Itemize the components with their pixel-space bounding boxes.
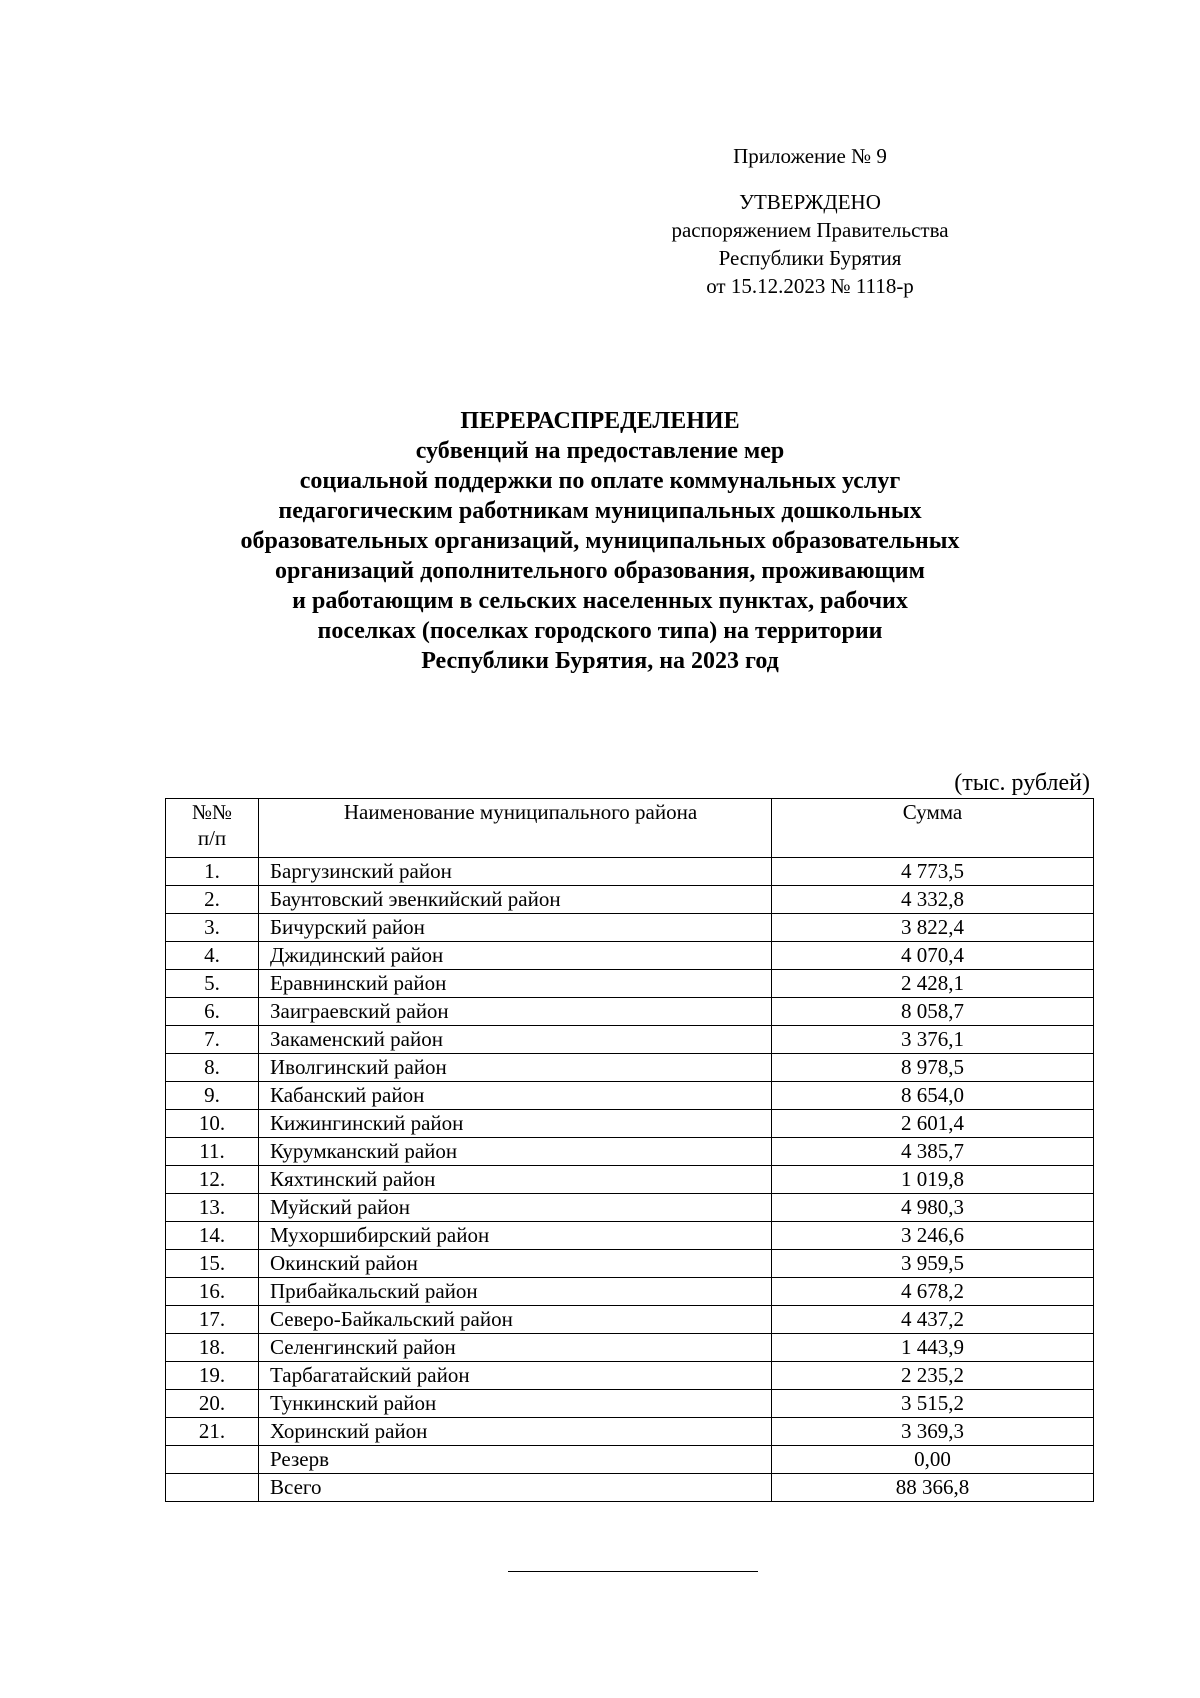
approval-block (640, 142, 980, 300)
table-row (166, 1446, 1094, 1474)
row-number: 17. (166, 1306, 259, 1334)
table-row (166, 1278, 1094, 1306)
document-title (150, 406, 1050, 676)
row-sum: 4 773,5 (772, 858, 1094, 886)
table-row (166, 1334, 1094, 1362)
footer-separator-line (508, 1571, 758, 1572)
table-row (166, 1054, 1094, 1082)
row-sum: 8 654,0 (772, 1082, 1094, 1110)
title-line: Республики Бурятия, на 2023 год (421, 648, 779, 674)
row-number: 3. (166, 914, 259, 942)
row-sum: 3 822,4 (772, 914, 1094, 942)
row-name: Прибайкальский район (259, 1278, 772, 1306)
table-row (166, 1110, 1094, 1138)
row-sum: 2 235,2 (772, 1362, 1094, 1390)
title-line: образовательных организаций, муниципальных образовательных (240, 528, 960, 554)
title-line: педагогическим работникам муниципальных дошкольных (278, 498, 922, 524)
row-number: 4. (166, 942, 259, 970)
row-name: Курумканский район (259, 1138, 772, 1166)
header-sum: Сумма (772, 799, 1094, 858)
row-number: 8. (166, 1054, 259, 1082)
row-sum: 4 678,2 (772, 1278, 1094, 1306)
table-row (166, 886, 1094, 914)
table-row (166, 1166, 1094, 1194)
row-number: 16. (166, 1278, 259, 1306)
row-sum: 88 366,8 (772, 1474, 1094, 1502)
row-number: 2. (166, 886, 259, 914)
row-sum: 2 428,1 (772, 970, 1094, 998)
subvention-table (165, 798, 1094, 1502)
table-row (166, 1082, 1094, 1110)
annex-number: Приложение № 9 (733, 144, 887, 168)
row-sum: 0,00 (772, 1446, 1094, 1474)
row-name: Всего (259, 1474, 772, 1502)
approval-date: от 15.12.2023 № 1118-р (706, 274, 914, 298)
row-name: Тарбагатайский район (259, 1362, 772, 1390)
row-number (166, 1474, 259, 1502)
table-row (166, 998, 1094, 1026)
row-sum: 4 385,7 (772, 1138, 1094, 1166)
row-name: Тункинский район (259, 1390, 772, 1418)
table-row (166, 1194, 1094, 1222)
row-sum: 1 443,9 (772, 1334, 1094, 1362)
row-sum: 1 019,8 (772, 1166, 1094, 1194)
row-name: Джидинский район (259, 942, 772, 970)
table-body (166, 858, 1094, 1502)
row-name: Муйский район (259, 1194, 772, 1222)
row-number: 5. (166, 970, 259, 998)
table-row (166, 1474, 1094, 1502)
row-number: 13. (166, 1194, 259, 1222)
table-row (166, 1306, 1094, 1334)
row-number: 7. (166, 1026, 259, 1054)
row-sum: 3 369,3 (772, 1418, 1094, 1446)
row-number: 6. (166, 998, 259, 1026)
row-number: 1. (166, 858, 259, 886)
row-number: 12. (166, 1166, 259, 1194)
row-number: 10. (166, 1110, 259, 1138)
row-sum: 2 601,4 (772, 1110, 1094, 1138)
row-sum: 8 978,5 (772, 1054, 1094, 1082)
row-name: Кяхтинский район (259, 1166, 772, 1194)
row-sum: 3 246,6 (772, 1222, 1094, 1250)
row-number: 18. (166, 1334, 259, 1362)
row-number: 15. (166, 1250, 259, 1278)
header-number (166, 799, 259, 858)
title-line: и работающим в сельских населенных пунктах, рабочих (292, 588, 908, 614)
table-row (166, 942, 1094, 970)
title-line: социальной поддержки по оплате коммунальных услуг (299, 468, 901, 494)
row-name: Еравнинский район (259, 970, 772, 998)
table-row (166, 970, 1094, 998)
title-line: субвенций на предоставление мер (415, 438, 785, 464)
row-sum: 3 515,2 (772, 1390, 1094, 1418)
row-name: Окинский район (259, 1250, 772, 1278)
row-name: Кабанский район (259, 1082, 772, 1110)
title-line: организаций дополнительного образования, проживающим (275, 558, 925, 584)
row-number (166, 1446, 259, 1474)
row-name: Иволгинский район (259, 1054, 772, 1082)
row-number: 19. (166, 1362, 259, 1390)
row-number: 20. (166, 1390, 259, 1418)
row-sum: 4 332,8 (772, 886, 1094, 914)
header-name: Наименование муниципального района (259, 799, 772, 858)
row-number: 9. (166, 1082, 259, 1110)
table-row (166, 1138, 1094, 1166)
row-name: Кижингинский район (259, 1110, 772, 1138)
title-line: поселках (поселках городского типа) на территории (317, 618, 883, 644)
approval-line: распоряжением Правительства (671, 218, 949, 242)
row-sum: 4 980,3 (772, 1194, 1094, 1222)
row-number: 14. (166, 1222, 259, 1250)
row-sum: 4 070,4 (772, 942, 1094, 970)
header-number-line2: п/п (197, 826, 227, 850)
row-name: Резерв (259, 1446, 772, 1474)
unit-label: (тыс. рублей) (954, 770, 1090, 796)
row-name: Закаменский район (259, 1026, 772, 1054)
table-row (166, 914, 1094, 942)
table-header-row (166, 799, 1094, 858)
row-name: Северо-Байкальский район (259, 1306, 772, 1334)
row-sum: 8 058,7 (772, 998, 1094, 1026)
row-sum: 4 437,2 (772, 1306, 1094, 1334)
table-row (166, 1362, 1094, 1390)
row-name: Хоринский район (259, 1418, 772, 1446)
row-name: Селенгинский район (259, 1334, 772, 1362)
row-name: Баргузинский район (259, 858, 772, 886)
table-row (166, 858, 1094, 886)
approval-line: Республики Бурятия (718, 246, 902, 270)
row-sum: 3 959,5 (772, 1250, 1094, 1278)
table-row (166, 1390, 1094, 1418)
row-number: 11. (166, 1138, 259, 1166)
table-row (166, 1026, 1094, 1054)
header-number-line1: №№ (191, 800, 233, 824)
table-row (166, 1418, 1094, 1446)
row-name: Мухоршибирский район (259, 1222, 772, 1250)
row-sum: 3 376,1 (772, 1026, 1094, 1054)
row-name: Баунтовский эвенкийский район (259, 886, 772, 914)
title-heading: ПЕРЕРАСПРЕДЕЛЕНИЕ (460, 408, 740, 434)
approved-stamp: УТВЕРЖДЕНО (739, 190, 881, 214)
row-name: Бичурский район (259, 914, 772, 942)
table-row (166, 1222, 1094, 1250)
row-name: Заиграевский район (259, 998, 772, 1026)
row-number: 21. (166, 1418, 259, 1446)
table-row (166, 1250, 1094, 1278)
